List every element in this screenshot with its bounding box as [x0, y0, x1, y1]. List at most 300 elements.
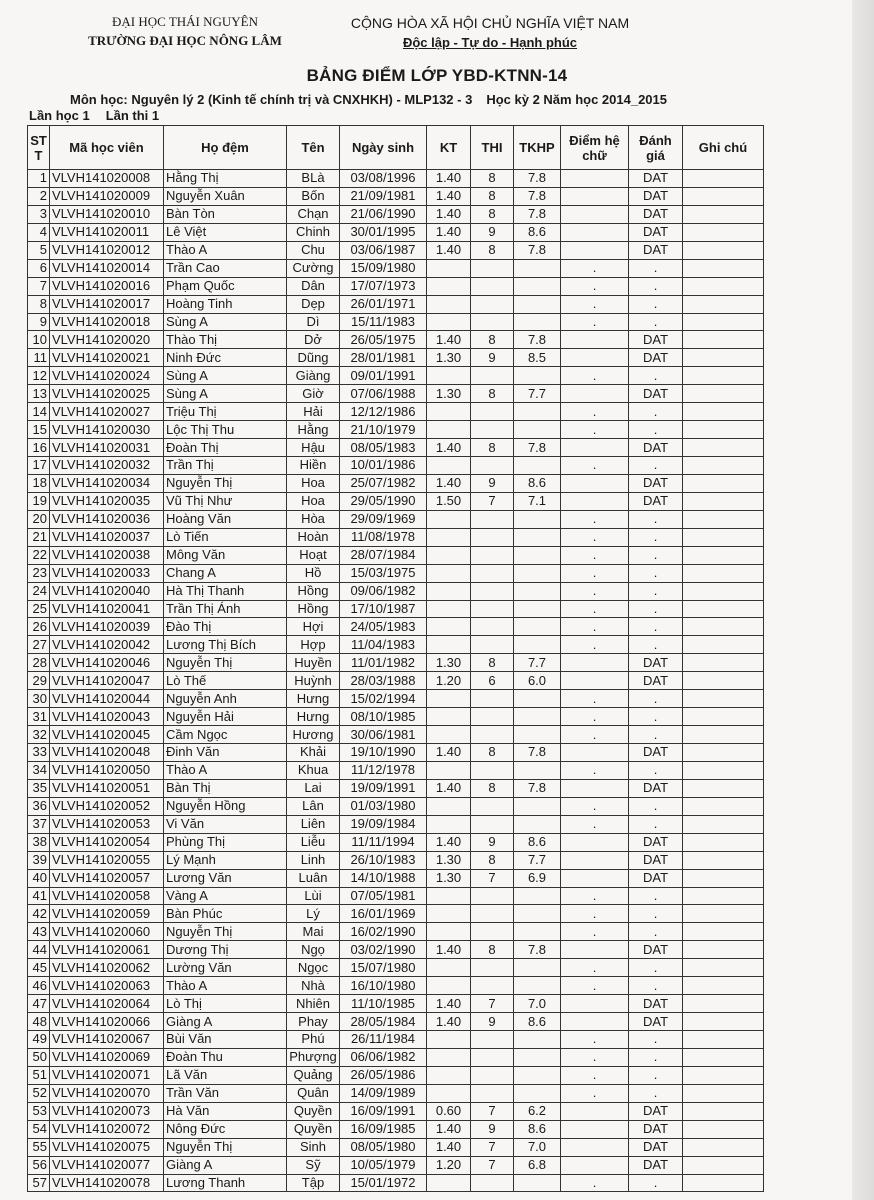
- cell-kt: [427, 905, 471, 923]
- cell-thi: [471, 977, 514, 995]
- cell-thi: [471, 1174, 514, 1192]
- cell-surname: Thào Thị: [164, 331, 287, 349]
- cell-notes: [683, 851, 764, 869]
- cell-surname: Nguyễn Hải: [164, 708, 287, 726]
- cell-evaluation: DAT: [629, 349, 683, 367]
- cell-letter-grade: [561, 941, 629, 959]
- cell-student-id: VLVH141020069: [50, 1048, 164, 1066]
- cell-surname: Vũ Thị Như: [164, 492, 287, 510]
- cell-letter-grade: .: [561, 923, 629, 941]
- cell-letter-grade: .: [561, 1174, 629, 1192]
- cell-stt: 9: [28, 313, 50, 331]
- cell-letter-grade: .: [561, 600, 629, 618]
- cell-evaluation: .: [629, 815, 683, 833]
- cell-surname: Nguyễn Thị: [164, 923, 287, 941]
- cell-stt: 54: [28, 1120, 50, 1138]
- cell-student-id: VLVH141020071: [50, 1066, 164, 1084]
- cell-letter-grade: .: [561, 403, 629, 421]
- cell-evaluation: DAT: [629, 492, 683, 510]
- cell-birthdate: 08/10/1985: [340, 708, 427, 726]
- cell-surname: Hoàng Văn: [164, 510, 287, 528]
- cell-student-id: VLVH141020035: [50, 492, 164, 510]
- cell-stt: 5: [28, 241, 50, 259]
- cell-given-name: Hoa: [287, 492, 340, 510]
- cell-student-id: VLVH141020066: [50, 1013, 164, 1031]
- cell-tkhp: [514, 1048, 561, 1066]
- cell-notes: [683, 403, 764, 421]
- cell-evaluation: .: [629, 923, 683, 941]
- cell-student-id: VLVH141020037: [50, 528, 164, 546]
- cell-notes: [683, 1120, 764, 1138]
- cell-student-id: VLVH141020054: [50, 833, 164, 851]
- cell-kt: 1.40: [427, 1138, 471, 1156]
- cell-student-id: VLVH141020063: [50, 977, 164, 995]
- cell-given-name: Nhà: [287, 977, 340, 995]
- cell-notes: [683, 295, 764, 313]
- cell-kt: 1.40: [427, 331, 471, 349]
- cell-stt: 10: [28, 331, 50, 349]
- course-info: Môn học: Nguyên lý 2 (Kinh tế chính trị và CNXHKH) - MLP132 - 3: [70, 92, 473, 107]
- cell-tkhp: [514, 277, 561, 295]
- table-header-row: [28, 126, 764, 170]
- attempt-line: [29, 108, 159, 123]
- cell-birthdate: 15/01/1972: [340, 1174, 427, 1192]
- cell-thi: [471, 564, 514, 582]
- cell-birthdate: 28/01/1981: [340, 349, 427, 367]
- cell-letter-grade: .: [561, 1066, 629, 1084]
- cell-letter-grade: [561, 331, 629, 349]
- cell-student-id: VLVH141020058: [50, 887, 164, 905]
- cell-kt: [427, 887, 471, 905]
- school-name: TRƯỜNG ĐẠI HỌC NÔNG LÂM: [88, 33, 282, 48]
- table-row: [28, 959, 764, 977]
- cell-letter-grade: [561, 170, 629, 188]
- cell-birthdate: 07/06/1988: [340, 385, 427, 403]
- cell-kt: [427, 564, 471, 582]
- cell-stt: 45: [28, 959, 50, 977]
- cell-evaluation: .: [629, 636, 683, 654]
- cell-notes: [683, 905, 764, 923]
- cell-letter-grade: .: [561, 367, 629, 385]
- cell-thi: [471, 797, 514, 815]
- cell-given-name: Dì: [287, 313, 340, 331]
- cell-kt: [427, 582, 471, 600]
- cell-birthdate: 03/06/1987: [340, 241, 427, 259]
- cell-letter-grade: .: [561, 259, 629, 277]
- cell-thi: [471, 923, 514, 941]
- table-row: [28, 1102, 764, 1120]
- cell-student-id: VLVH141020061: [50, 941, 164, 959]
- table-row: [28, 744, 764, 762]
- cell-notes: [683, 1048, 764, 1066]
- cell-evaluation: DAT: [629, 1156, 683, 1174]
- cell-birthdate: 21/06/1990: [340, 205, 427, 223]
- cell-letter-grade: [561, 241, 629, 259]
- cell-student-id: VLVH141020059: [50, 905, 164, 923]
- cell-evaluation: .: [629, 1174, 683, 1192]
- cell-evaluation: DAT: [629, 744, 683, 762]
- cell-surname: Hà Thị Thanh: [164, 582, 287, 600]
- cell-kt: 1.30: [427, 385, 471, 403]
- cell-tkhp: [514, 977, 561, 995]
- cell-letter-grade: .: [561, 421, 629, 439]
- table-row: [28, 474, 764, 492]
- cell-tkhp: [514, 1031, 561, 1049]
- cell-student-id: VLVH141020077: [50, 1156, 164, 1174]
- cell-birthdate: 12/12/1986: [340, 403, 427, 421]
- cell-given-name: Dân: [287, 277, 340, 295]
- cell-kt: [427, 295, 471, 313]
- cell-given-name: Quyền: [287, 1120, 340, 1138]
- cell-stt: 3: [28, 205, 50, 223]
- cell-kt: 1.40: [427, 995, 471, 1013]
- cell-notes: [683, 474, 764, 492]
- cell-birthdate: 16/09/1985: [340, 1120, 427, 1138]
- table-row: [28, 815, 764, 833]
- cell-student-id: VLVH141020016: [50, 277, 164, 295]
- cell-tkhp: [514, 582, 561, 600]
- cell-letter-grade: [561, 1138, 629, 1156]
- cell-birthdate: 08/05/1980: [340, 1138, 427, 1156]
- cell-kt: [427, 1031, 471, 1049]
- cell-kt: [427, 690, 471, 708]
- cell-thi: 8: [471, 187, 514, 205]
- cell-student-id: VLVH141020031: [50, 439, 164, 457]
- institution-header: [60, 12, 310, 50]
- cell-tkhp: [514, 421, 561, 439]
- table-row: [28, 1084, 764, 1102]
- cell-student-id: VLVH141020041: [50, 600, 164, 618]
- cell-birthdate: 08/05/1983: [340, 439, 427, 457]
- cell-tkhp: 7.8: [514, 779, 561, 797]
- cell-given-name: Hiền: [287, 457, 340, 475]
- cell-kt: 1.40: [427, 439, 471, 457]
- cell-student-id: VLVH141020014: [50, 259, 164, 277]
- table-row: [28, 869, 764, 887]
- cell-thi: 9: [471, 1013, 514, 1031]
- cell-surname: Thào A: [164, 761, 287, 779]
- cell-stt: 37: [28, 815, 50, 833]
- cell-tkhp: [514, 313, 561, 331]
- cell-tkhp: [514, 403, 561, 421]
- table-row: [28, 905, 764, 923]
- cell-evaluation: DAT: [629, 223, 683, 241]
- col-header-stt: ST T: [28, 126, 50, 170]
- cell-given-name: Hưng: [287, 708, 340, 726]
- cell-birthdate: 01/03/1980: [340, 797, 427, 815]
- cell-stt: 39: [28, 851, 50, 869]
- cell-tkhp: [514, 905, 561, 923]
- cell-notes: [683, 690, 764, 708]
- cell-stt: 56: [28, 1156, 50, 1174]
- cell-evaluation: .: [629, 582, 683, 600]
- col-header-thi: THI: [471, 126, 514, 170]
- cell-evaluation: .: [629, 313, 683, 331]
- cell-stt: 13: [28, 385, 50, 403]
- cell-notes: [683, 421, 764, 439]
- cell-thi: [471, 726, 514, 744]
- cell-thi: [471, 403, 514, 421]
- cell-given-name: Hồng: [287, 582, 340, 600]
- cell-stt: 6: [28, 259, 50, 277]
- cell-thi: [471, 959, 514, 977]
- cell-tkhp: [514, 887, 561, 905]
- cell-letter-grade: [561, 187, 629, 205]
- cell-given-name: Sỹ: [287, 1156, 340, 1174]
- cell-stt: 41: [28, 887, 50, 905]
- cell-surname: Ninh Đức: [164, 349, 287, 367]
- table-row: [28, 259, 764, 277]
- cell-notes: [683, 367, 764, 385]
- cell-birthdate: 19/10/1990: [340, 744, 427, 762]
- cell-student-id: VLVH141020053: [50, 815, 164, 833]
- cell-thi: [471, 367, 514, 385]
- table-row: [28, 672, 764, 690]
- cell-thi: 7: [471, 1102, 514, 1120]
- cell-tkhp: 7.7: [514, 654, 561, 672]
- cell-given-name: Dở: [287, 331, 340, 349]
- cell-evaluation: DAT: [629, 851, 683, 869]
- cell-letter-grade: [561, 851, 629, 869]
- cell-letter-grade: .: [561, 815, 629, 833]
- cell-surname: Nông Đức: [164, 1120, 287, 1138]
- col-header-letter-grade: Điểm hệ chữ: [561, 126, 629, 170]
- cell-tkhp: [514, 564, 561, 582]
- cell-birthdate: 29/09/1969: [340, 510, 427, 528]
- cell-surname: Trần Thị: [164, 457, 287, 475]
- cell-given-name: Chinh: [287, 223, 340, 241]
- cell-thi: 7: [471, 869, 514, 887]
- cell-kt: 1.40: [427, 474, 471, 492]
- cell-kt: 1.40: [427, 833, 471, 851]
- cell-notes: [683, 1013, 764, 1031]
- cell-given-name: Giàng: [287, 367, 340, 385]
- cell-notes: [683, 349, 764, 367]
- cell-thi: [471, 618, 514, 636]
- cell-birthdate: 16/01/1969: [340, 905, 427, 923]
- table-row: [28, 654, 764, 672]
- cell-letter-grade: [561, 205, 629, 223]
- cell-thi: 6: [471, 672, 514, 690]
- cell-surname: Bàn Phúc: [164, 905, 287, 923]
- cell-given-name: Dẹp: [287, 295, 340, 313]
- cell-birthdate: 06/06/1982: [340, 1048, 427, 1066]
- cell-surname: Đinh Văn: [164, 744, 287, 762]
- cell-kt: [427, 457, 471, 475]
- cell-given-name: Quảng: [287, 1066, 340, 1084]
- cell-birthdate: 14/09/1989: [340, 1084, 427, 1102]
- cell-kt: 1.20: [427, 672, 471, 690]
- cell-notes: [683, 959, 764, 977]
- cell-thi: [471, 761, 514, 779]
- cell-kt: 1.50: [427, 492, 471, 510]
- cell-given-name: Chạn: [287, 205, 340, 223]
- table-row: [28, 833, 764, 851]
- cell-birthdate: 25/07/1982: [340, 474, 427, 492]
- cell-notes: [683, 833, 764, 851]
- table-row: [28, 528, 764, 546]
- cell-stt: 26: [28, 618, 50, 636]
- cell-evaluation: .: [629, 977, 683, 995]
- page-title: BẢNG ĐIỂM LỚP YBD-KTNN-14: [306, 66, 568, 85]
- cell-given-name: Lùi: [287, 887, 340, 905]
- cell-kt: [427, 977, 471, 995]
- cell-stt: 38: [28, 833, 50, 851]
- cell-thi: [471, 546, 514, 564]
- cell-thi: [471, 905, 514, 923]
- cell-evaluation: DAT: [629, 1102, 683, 1120]
- cell-evaluation: .: [629, 510, 683, 528]
- cell-surname: Đoàn Thu: [164, 1048, 287, 1066]
- cell-notes: [683, 1156, 764, 1174]
- cell-letter-grade: [561, 833, 629, 851]
- cell-stt: 55: [28, 1138, 50, 1156]
- cell-kt: [427, 510, 471, 528]
- cell-surname: Nguyễn Xuân: [164, 187, 287, 205]
- cell-notes: [683, 1102, 764, 1120]
- cell-kt: [427, 726, 471, 744]
- cell-student-id: VLVH141020043: [50, 708, 164, 726]
- cell-letter-grade: .: [561, 797, 629, 815]
- cell-letter-grade: .: [561, 1048, 629, 1066]
- cell-kt: [427, 259, 471, 277]
- cell-student-id: VLVH141020073: [50, 1102, 164, 1120]
- cell-notes: [683, 277, 764, 295]
- cell-tkhp: [514, 708, 561, 726]
- cell-stt: 43: [28, 923, 50, 941]
- cell-letter-grade: .: [561, 313, 629, 331]
- col-header-given-name: Tên: [287, 126, 340, 170]
- cell-kt: [427, 421, 471, 439]
- col-header-tkhp: TKHP: [514, 126, 561, 170]
- cell-stt: 28: [28, 654, 50, 672]
- cell-kt: [427, 277, 471, 295]
- cell-tkhp: 7.0: [514, 995, 561, 1013]
- cell-evaluation: .: [629, 277, 683, 295]
- cell-given-name: Linh: [287, 851, 340, 869]
- cell-given-name: Hòa: [287, 510, 340, 528]
- cell-given-name: Hằng: [287, 421, 340, 439]
- table-row: [28, 923, 764, 941]
- cell-letter-grade: .: [561, 726, 629, 744]
- cell-given-name: Liễu: [287, 833, 340, 851]
- cell-notes: [683, 205, 764, 223]
- cell-tkhp: [514, 546, 561, 564]
- cell-given-name: Lân: [287, 797, 340, 815]
- cell-given-name: Liên: [287, 815, 340, 833]
- cell-stt: 23: [28, 564, 50, 582]
- cell-letter-grade: [561, 385, 629, 403]
- cell-birthdate: 15/07/1980: [340, 959, 427, 977]
- cell-tkhp: 6.8: [514, 1156, 561, 1174]
- cell-thi: 8: [471, 439, 514, 457]
- cell-letter-grade: [561, 1013, 629, 1031]
- cell-thi: [471, 421, 514, 439]
- table-row: [28, 708, 764, 726]
- cell-student-id: VLVH141020020: [50, 331, 164, 349]
- cell-letter-grade: .: [561, 510, 629, 528]
- university-name: ĐẠI HỌC THÁI NGUYÊN: [112, 14, 258, 29]
- cell-kt: 1.40: [427, 779, 471, 797]
- cell-evaluation: .: [629, 1048, 683, 1066]
- cell-letter-grade: .: [561, 528, 629, 546]
- cell-evaluation: .: [629, 546, 683, 564]
- cell-student-id: VLVH141020012: [50, 241, 164, 259]
- cell-surname: Phùng Thị: [164, 833, 287, 851]
- cell-stt: 40: [28, 869, 50, 887]
- cell-notes: [683, 170, 764, 188]
- cell-surname: Bàn Thị: [164, 779, 287, 797]
- cell-birthdate: 26/01/1971: [340, 295, 427, 313]
- cell-kt: 0.60: [427, 1102, 471, 1120]
- cell-thi: [471, 313, 514, 331]
- cell-tkhp: 7.8: [514, 241, 561, 259]
- cell-birthdate: 28/07/1984: [340, 546, 427, 564]
- cell-tkhp: 7.8: [514, 744, 561, 762]
- table-row: [28, 331, 764, 349]
- cell-stt: 18: [28, 474, 50, 492]
- cell-stt: 34: [28, 761, 50, 779]
- cell-letter-grade: .: [561, 457, 629, 475]
- cell-surname: Hà Văn: [164, 1102, 287, 1120]
- cell-kt: 1.40: [427, 187, 471, 205]
- cell-kt: [427, 618, 471, 636]
- cell-notes: [683, 797, 764, 815]
- cell-given-name: Lý: [287, 905, 340, 923]
- cell-stt: 50: [28, 1048, 50, 1066]
- republic-name: CỘNG HÒA XÃ HỘI CHỦ NGHĨA VIỆT NAM: [350, 15, 630, 31]
- cell-letter-grade: [561, 492, 629, 510]
- cell-given-name: Ngọ: [287, 941, 340, 959]
- cell-birthdate: 17/10/1987: [340, 600, 427, 618]
- cell-student-id: VLVH141020024: [50, 367, 164, 385]
- cell-student-id: VLVH141020046: [50, 654, 164, 672]
- cell-student-id: VLVH141020055: [50, 851, 164, 869]
- cell-kt: [427, 403, 471, 421]
- cell-student-id: VLVH141020017: [50, 295, 164, 313]
- cell-notes: [683, 1066, 764, 1084]
- cell-surname: Nguyễn Hồng: [164, 797, 287, 815]
- cell-evaluation: DAT: [629, 205, 683, 223]
- col-header-notes: Ghi chú: [683, 126, 764, 170]
- cell-notes: [683, 331, 764, 349]
- cell-student-id: VLVH141020027: [50, 403, 164, 421]
- cell-stt: 57: [28, 1174, 50, 1192]
- cell-notes: [683, 582, 764, 600]
- cell-notes: [683, 815, 764, 833]
- cell-stt: 24: [28, 582, 50, 600]
- table-row: [28, 510, 764, 528]
- cell-given-name: Lai: [287, 779, 340, 797]
- cell-birthdate: 19/09/1991: [340, 779, 427, 797]
- cell-birthdate: 30/01/1995: [340, 223, 427, 241]
- cell-thi: 8: [471, 385, 514, 403]
- cell-letter-grade: [561, 223, 629, 241]
- cell-surname: Lê Việt: [164, 223, 287, 241]
- cell-stt: 52: [28, 1084, 50, 1102]
- cell-letter-grade: .: [561, 277, 629, 295]
- cell-student-id: VLVH141020078: [50, 1174, 164, 1192]
- cell-birthdate: 15/11/1983: [340, 313, 427, 331]
- table-row: [28, 761, 764, 779]
- table-row: [28, 439, 764, 457]
- table-row: [28, 941, 764, 959]
- cell-thi: 7: [471, 1156, 514, 1174]
- table-row: [28, 1174, 764, 1192]
- cell-surname: Lò Tiến: [164, 528, 287, 546]
- subject-line: [70, 92, 770, 107]
- cell-birthdate: 29/05/1990: [340, 492, 427, 510]
